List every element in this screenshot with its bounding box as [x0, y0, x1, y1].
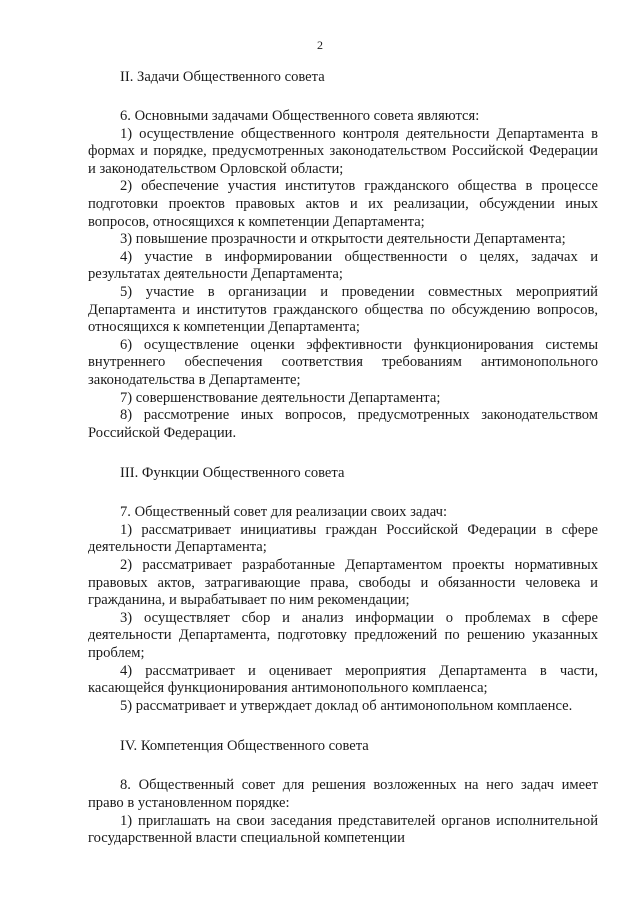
list-item: 1) приглашать на свои заседания представителей органов исполнительной государственной власти специальной компетенции	[88, 812, 598, 847]
section-intro: 6. Основными задачами Общественного совета являются:	[120, 108, 480, 124]
document-body	[88, 68, 598, 848]
list-item: 5) рассматривает и утверждает доклад об антимонопольном комплаенсе.	[120, 697, 573, 714]
section-intro: 7. Общественный совет для реализации своих задач:	[120, 504, 448, 521]
page-number: 2	[317, 38, 323, 52]
list-item: 6) осуществление оценки эффективности функционирования системы внутреннего обеспечения соответствия требованиям антимонопольного законодательства в Департаменте;	[88, 336, 598, 388]
section-heading: II. Задачи Общественного совета	[120, 69, 325, 85]
section-competence	[88, 737, 598, 847]
list-item: 8) рассмотрение иных вопросов, предусмотренных законодательством Российской Федерации.	[88, 407, 598, 441]
section-intro: 8. Общественный совет для решения возложенных на него задач имеет право в установленном порядке:	[88, 777, 598, 811]
list-item: 7) совершенствование деятельности Департамента;	[120, 389, 441, 406]
section-functions	[88, 464, 598, 715]
list-item: 5) участие в организации и проведении совместных мероприятий Департамента и институтов гражданского общества по обсуждению вопросов, относящихся к компетенции Департамента;	[88, 283, 598, 336]
list-item: 3) осуществляет сбор и анализ информации о проблемах в сфере деятельности Департамента, подготовку предложений по решению указанных проблем;	[88, 609, 598, 662]
list-item: 3) повышение прозрачности и открытости деятельности Департамента;	[120, 231, 566, 248]
section-heading: III. Функции Общественного совета	[120, 465, 345, 482]
list-item: 1) рассматривает инициативы граждан Российской Федерации в сфере деятельности Департамента;	[88, 521, 598, 556]
list-item: 2) обеспечение участия институтов гражданского общества в процессе подготовки проектов правовых актов и их реализации, обсуждении иных вопросов, относящихся к компетенции Департамента;	[88, 178, 598, 230]
section-tasks	[88, 68, 598, 442]
section-heading: IV. Компетенция Общественного совета	[120, 738, 369, 755]
list-item: 4) рассматривает и оценивает мероприятия Департамента в части, касающейся функционирования антимонопольного комплаенса;	[88, 662, 598, 697]
list-item: 4) участие в информировании общественности о целях, задачах и результатах деятельности Департамента;	[88, 248, 598, 283]
list-item: 2) рассматривает разработанные Департаментом проекты нормативных правовых актов, затрагивающие права, свободы и обязанности человека и гражданина, и вырабатывает по ним рекомендации;	[88, 557, 598, 609]
list-item: 1) осуществление общественного контроля деятельности Департамента в формах и порядке, предусмотренных законодательством Российской Федерации и законодательством Орловской области;	[88, 125, 598, 177]
